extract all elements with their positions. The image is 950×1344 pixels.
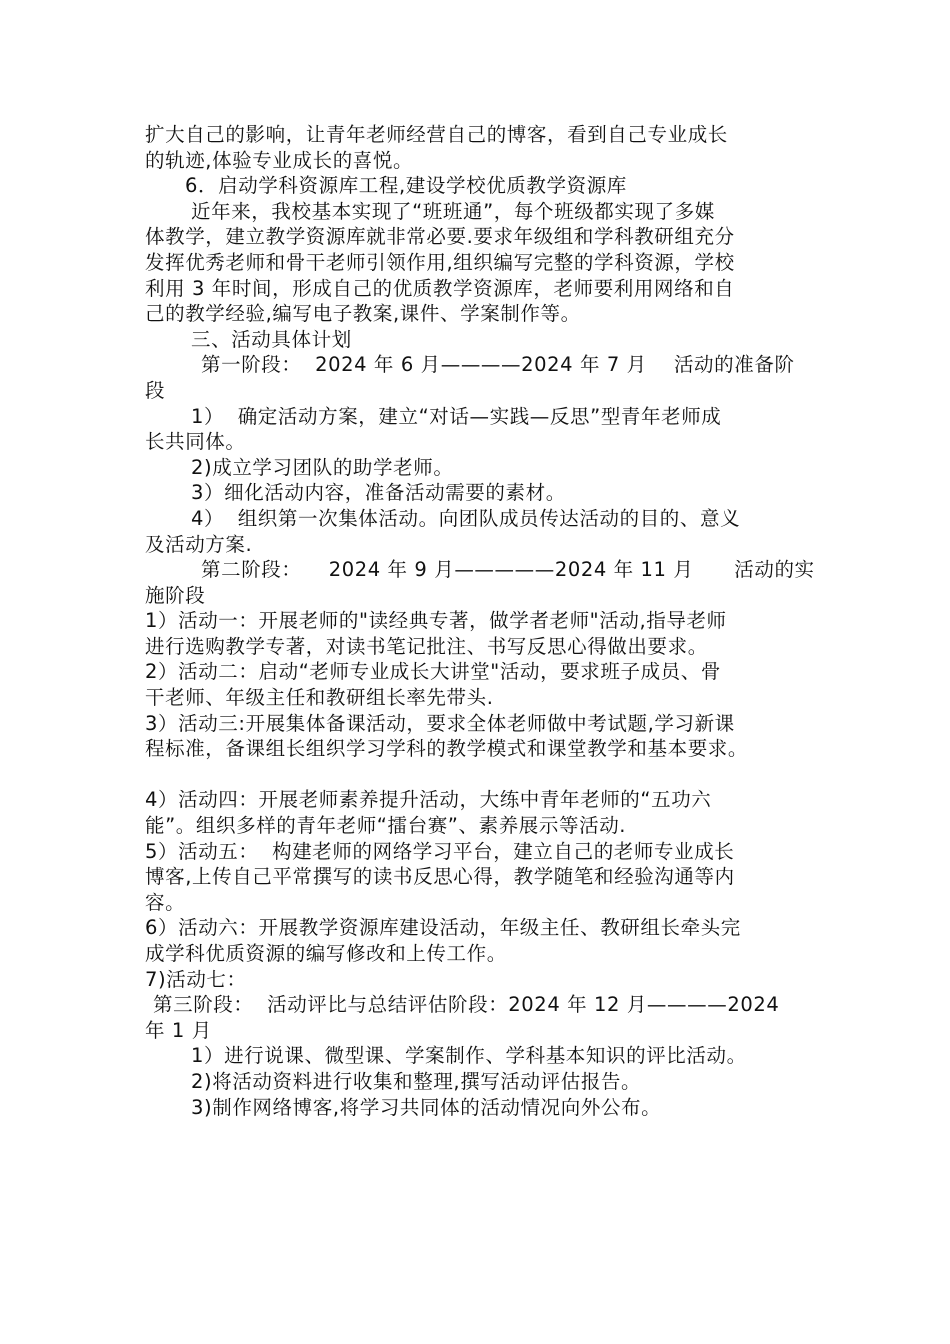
list-item: 1） 确定活动方案，建立“对话—实践—反思”型青年老师成 xyxy=(191,404,722,428)
paragraph-line: 的轨迹,体验专业成长的喜悦。 xyxy=(145,148,414,172)
list-item: 7)活动七： xyxy=(145,967,247,991)
stage-heading: 年 1 月 xyxy=(145,1018,212,1042)
list-item: 1）进行说课、微型课、学案制作、学科基本知识的评比活动。 xyxy=(191,1044,747,1068)
stage-heading: 第三阶段： 活动评比与总结评估阶段：2024 年 12 月————2024 xyxy=(153,993,780,1017)
list-item: 3)制作网络博客,将学习共同体的活动情况向外公布。 xyxy=(191,1095,662,1119)
list-item: 成学科优质资源的编写修改和上传工作。 xyxy=(145,942,507,965)
blank-line xyxy=(145,762,820,788)
list-item: 1）活动一：开展老师的"读经典专著，做学者老师"活动,指导老师 xyxy=(145,609,727,633)
list-item: 容。 xyxy=(145,890,186,914)
list-item: 长共同体。 xyxy=(145,430,246,454)
stage-heading: 第二阶段： 2024 年 9 月—————2024 年 11 月 活动的实 xyxy=(201,558,815,582)
list-item: 3）细化活动内容，准备活动需要的素材。 xyxy=(191,481,566,505)
list-item: 2)成立学习团队的助学老师。 xyxy=(191,455,454,479)
list-item: 博客,上传自己平常撰写的读书反思心得，教学随笔和经验沟通等内 xyxy=(145,865,735,889)
list-item: 干老师、年级主任和教研组长率先带头. xyxy=(145,686,494,710)
list-item: 2）活动二：启动“老师专业成长大讲堂"活动，要求班子成员、骨 xyxy=(145,660,721,684)
paragraph-line: 己的教学经验,编写电子教案,课件、学案制作等。 xyxy=(145,302,581,326)
document-body xyxy=(145,122,820,1120)
list-item: 进行选购教学专著，对读书笔记批注、书写反思心得做出要求。 xyxy=(145,634,708,658)
list-item: 2)将活动资料进行收集和整理,撰写活动评估报告。 xyxy=(191,1069,642,1093)
paragraph-line: 发挥优秀老师和骨干老师引领作用,组织编写完整的学科资源，学校 xyxy=(145,250,735,274)
list-item: 4） 组织第一次集体活动。向团队成员传达活动的目的、意义 xyxy=(191,506,741,530)
list-item: 及活动方案. xyxy=(145,532,253,556)
list-item: 6）活动六：开展教学资源库建设活动，年级主任、教研组长牵头完 xyxy=(145,916,741,940)
paragraph-line: 利用 3 年时间，形成自己的优质教学资源库，老师要利用网络和自 xyxy=(145,276,735,300)
stage-heading: 施阶段 xyxy=(145,583,206,607)
list-item: 程标准，备课组长组织学习学科的教学模式和课堂教学和基本要求。 xyxy=(145,737,749,761)
paragraph-line: 体教学，建立教学资源库就非常必要.要求年级组和学科教研组充分 xyxy=(145,225,735,249)
list-item: 4）活动四：开展老师素养提升活动，大练中青年老师的“五功六 xyxy=(145,788,712,812)
stage-heading: 段 xyxy=(145,378,166,402)
list-item: 5）活动五： 构建老师的网络学习平台，建立自己的老师专业成长 xyxy=(145,839,735,863)
paragraph-line: 近年来，我校基本实现了“班班通”，每个班级都实现了多媒 xyxy=(191,199,715,223)
stage-heading: 第一阶段： 2024 年 6 月————2024 年 7 月 活动的准备阶 xyxy=(201,353,795,377)
section-heading: 三、活动具体计划 xyxy=(191,327,352,351)
list-item: 能”。组织多样的青年老师“擂台赛”、素养展示等活动. xyxy=(145,814,627,838)
section-heading: 6．启动学科资源库工程,建设学校优质教学资源库 xyxy=(185,174,627,198)
paragraph-line: 扩大自己的影响，让青年老师经营自己的博客，看到自己专业成长 xyxy=(145,123,728,146)
list-item: 3）活动三:开展集体备课活动，要求全体老师做中考试题,学习新课 xyxy=(145,711,735,735)
